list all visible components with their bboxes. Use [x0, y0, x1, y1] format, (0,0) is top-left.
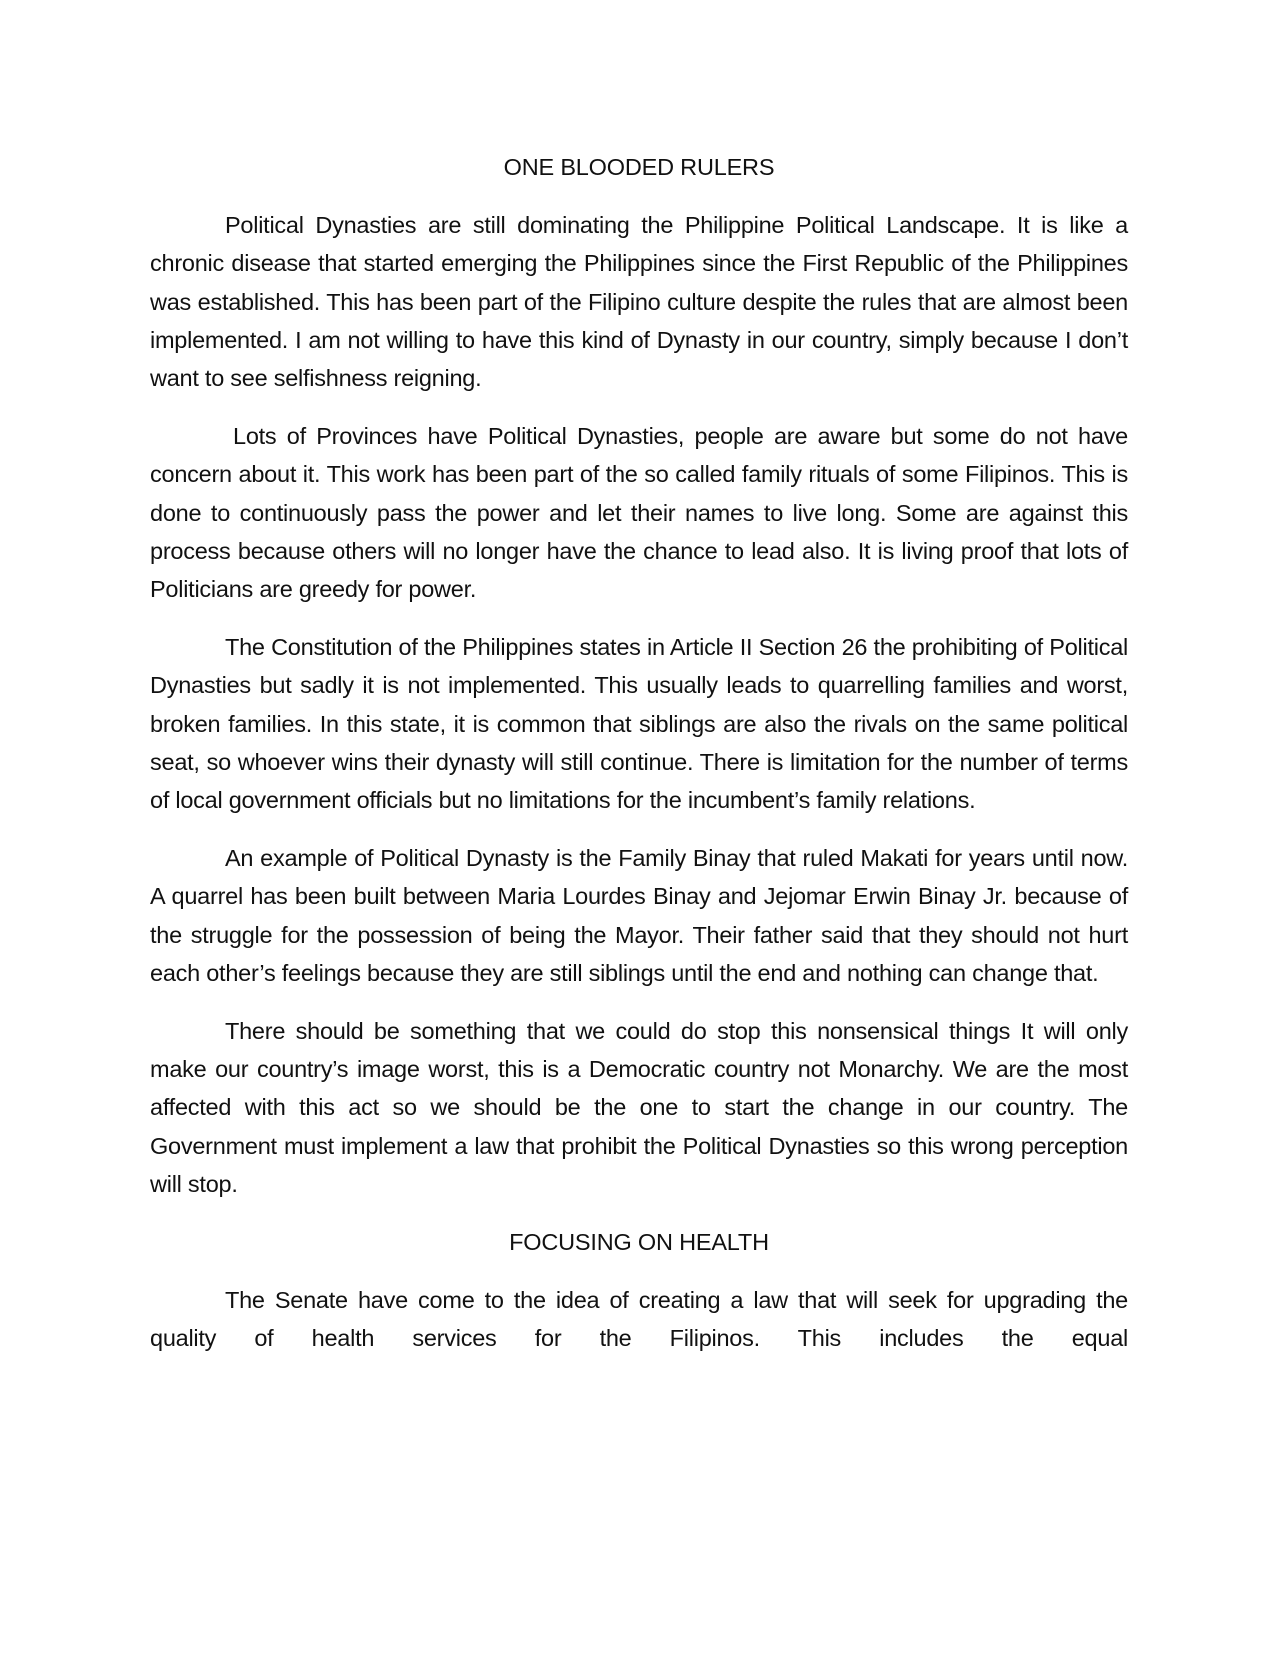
section-title-one-blooded-rulers: ONE BLOODED RULERS: [503, 154, 775, 180]
paragraph-4: An example of Political Dynasty is the Family Binay that ruled Makati for years until now. A quarrel has been built between Maria Lourdes Binay and Jejomar Erwin Binay Jr. because of the struggle for the possession of being the Mayor. Their father said that they should not hurt each other’s feelings because they are still siblings until the end and nothing can change that.: [150, 845, 1128, 986]
paragraph-2: Lots of Provinces have Political Dynasties, people are aware but some do not have concern about it. This work has been part of the so called family rituals of some Filipinos. This is done to continuously pass the power and let their names to live long. Some are against this process because others will no longer have the chance to lead also. It is living proof that lots of Politicians are greedy for power.: [150, 423, 1128, 603]
section-title-focusing-on-health: FOCUSING ON HEALTH: [509, 1229, 769, 1256]
paragraph-6: The Senate have come to the idea of creating a law that will seek for upgrading the quality of health services for the Filipinos. This includes the equal: [150, 1287, 1128, 1352]
paragraph-1: Political Dynasties are still dominating the Philippine Political Landscape. It is like a chronic disease that started emerging the Philippines since the First Republic of the Philippines was established. This has been part of the Filipino culture despite the rules that are almost been implemented. I am not willing to have this kind of Dynasty in our country, simply because I don’t want to see selfishness reigning.: [150, 212, 1128, 392]
paragraph-5: There should be something that we could do stop this nonsensical things It will only make our country’s image worst, this is a Democratic country not Monarchy. We are the most affected with this act so we should be the one to start the change in our country. The Government must implement a law that prohibit the Political Dynasties so this wrong perception will stop.: [150, 1018, 1128, 1197]
paragraph-3: The Constitution of the Philippines states in Article II Section 26 the prohibiting of Political Dynasties but sadly it is not implemented. This usually leads to quarrelling families and worst, broken families. In this state, it is common that siblings are also the rivals on the same political seat, so whoever wins their dynasty will still continue. There is limitation for the number of terms of local government officials but no limitations for the incumbent’s family relations.: [150, 634, 1128, 814]
document-body: [150, 148, 1128, 1378]
